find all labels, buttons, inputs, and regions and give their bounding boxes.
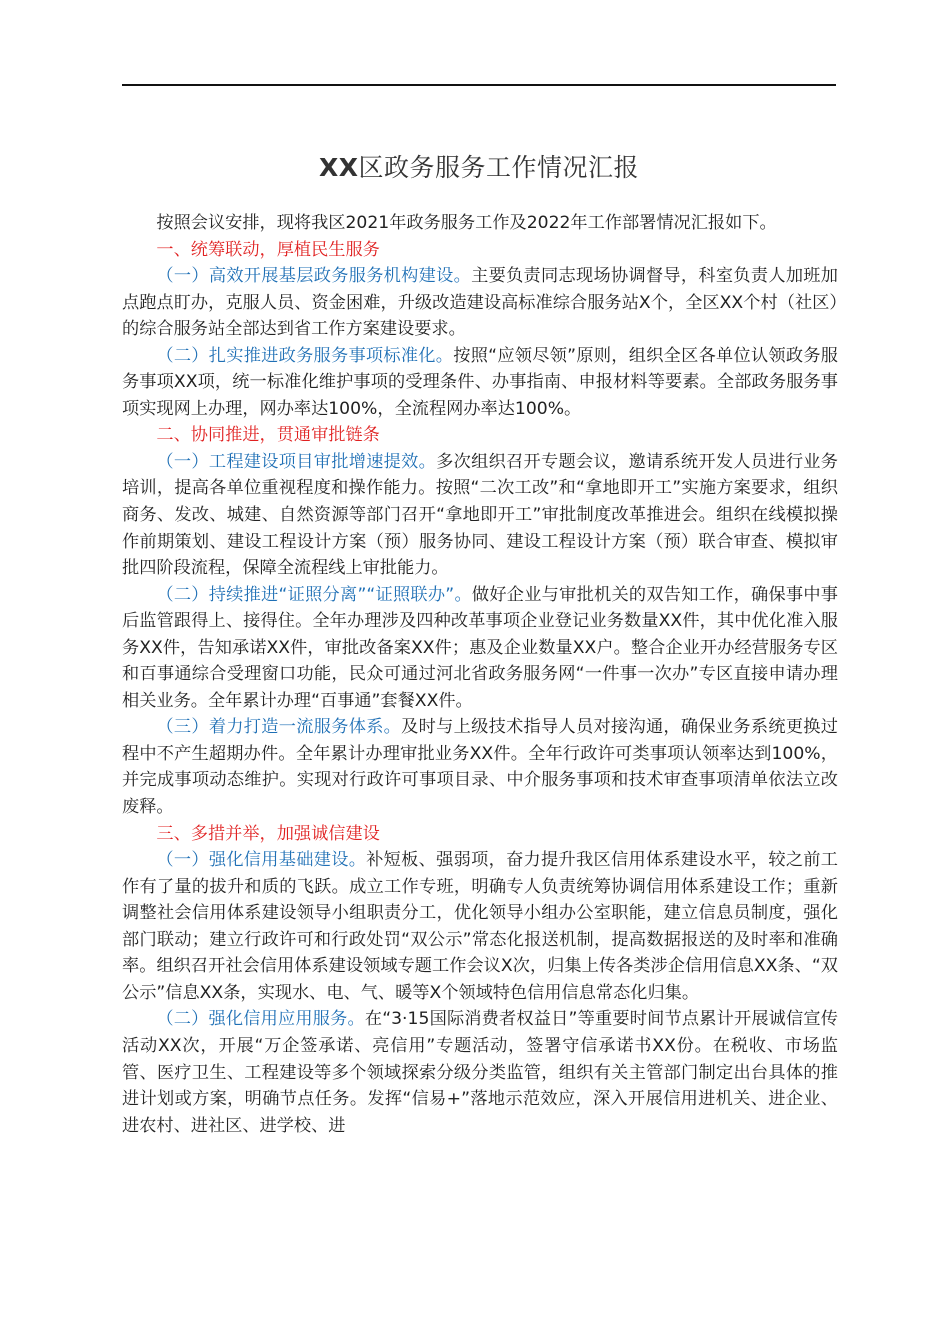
paragraph-1-2 [122, 343, 838, 423]
section-heading-3: 三、多措并举，加强诚信建设 [156, 823, 380, 844]
paragraph-3-2-text: 在“3·15国际消费者权益日”等重要时间节点累计开展诚信宣传活动XX次，开展“万企签承诺、亮信用”专题活动，签署守信承诺书XX份。在税收、市场监管、医疗卫生、工程建设等多个领域探索分级分类监管，组织有关主管部门制定出台具体的推进计划或方案，明确节点任务。发挥“信易+”落地示范效应，深入开展信用进机关、进企业、进农村、进社区、进学校、进 [122, 1009, 838, 1136]
paragraph-3-1-text: 补短板、强弱项，奋力提升我区信用体系建设水平，较之前工作有了量的拔升和质的飞跃。成立工作专班，明确专人负责统筹协调信用体系建设工作；重新调整社会信用体系建设领导小组职责分工，优化领导小组办公室职能，建立信息员制度，强化部门联动；建立行政许可和行政处罚“双公示”常态化报送机制，提高数据报送的及时率和准确率。组织召开社会信用体系建设领域专题工作会议X次，归集上传各类涉企信用信息XX条、“双公示”信息XX条，实现水、电、气、暖等X个领域特色信用信息常态化归集。 [122, 850, 838, 1003]
paragraph-2-3-text: 及时与上级技术指导人员对接沟通，确保业务系统更换过程中不产生超期办件。全年累计办理审批业务XX件。全年行政许可类事项认领率达到100%，并完成事项动态维护。实现对行政许可事项目录、中介服务事项和技术审查事项清单依法立改废释。 [122, 717, 838, 818]
intro-paragraph: 按照会议安排，现将我区2021年政务服务工作及2022年工作部署情况汇报如下。 [156, 213, 777, 233]
paragraph-2-3 [122, 714, 838, 820]
paragraph-3-2 [122, 1006, 838, 1139]
paragraph-2-1 [122, 449, 838, 582]
subheading-1-1: （一）高效开展基层政务服务机构建设。 [156, 266, 472, 287]
paragraph-1-1-text: 主要负责同志现场协调督导，科室负责人加班加点跑点盯办，克服人员、资金困难，升级改造建设高标准综合服务站X个，全区XX个村（社区）的综合服务站全部达到省工作方案建设要求。 [122, 266, 838, 340]
subheading-2-2: （二）持续推进“证照分离”“证照联办”。 [156, 584, 472, 605]
subheading-1-2: （二）扎实推进政务服务事项标准化。 [156, 345, 454, 366]
paragraph-2-1-text: 多次组织召开专题会议，邀请系统开发人员进行业务培训，提高各单位重视程度和操作能力。按照“二次工改”和“拿地即开工”实施方案要求，组织商务、发改、城建、自然资源等部门召开“拿地即开工”审批制度改革推进会。组织在线模拟操作前期策划、建设工程设计方案（预）服务协同、建设工程设计方案（预）联合审查、模拟审批四阶段流程，保障全流程线上审批能力。 [122, 451, 838, 579]
section-heading-1: 一、统筹联动，厚植民生服务 [156, 239, 380, 260]
document-body [122, 210, 838, 1139]
subheading-3-2: （二）强化信用应用服务。 [156, 1009, 365, 1030]
paragraph-1-1 [122, 263, 838, 343]
title-text: 区政务服务工作情况汇报 [358, 153, 640, 182]
paragraph-1-2-text: 按照“应领尽领”原则，组织全区各单位认领政务服务事项XX项，统一标准化维护事项的受理条件、办事指南、申报材料等要素。全部政务服务事项实现网上办理，网办率达100%，全流程网办率达100%。 [122, 345, 838, 419]
header-rule [122, 84, 836, 86]
subheading-2-3: （三）着力打造一流服务体系。 [156, 717, 402, 738]
paragraph-2-2 [122, 582, 838, 715]
title-xx: XX [318, 153, 359, 182]
paragraph-3-1 [122, 847, 838, 1006]
subheading-2-1: （一）工程建设项目审批增速提效。 [156, 451, 437, 472]
subheading-3-1: （一）强化信用基础建设。 [156, 850, 367, 871]
section-heading-2: 二、协同推进，贯通审批链条 [156, 425, 380, 446]
page-title [122, 150, 836, 186]
paragraph-2-2-text: 做好企业与审批机关的双告知工作，确保事中事后监管跟得上、接得住。全年办理涉及四种改革事项企业登记业务数量XX件，其中优化准入服务XX件，告知承诺XX件，审批改备案XX件；惠及企业数量XX户。整合企业开办经营服务专区和百事通综合受理窗口功能，民众可通过河北省政务服务网“一件事一次办”专区直接申请办理相关业务。全年累计办理“百事通”套餐XX件。 [122, 584, 838, 711]
